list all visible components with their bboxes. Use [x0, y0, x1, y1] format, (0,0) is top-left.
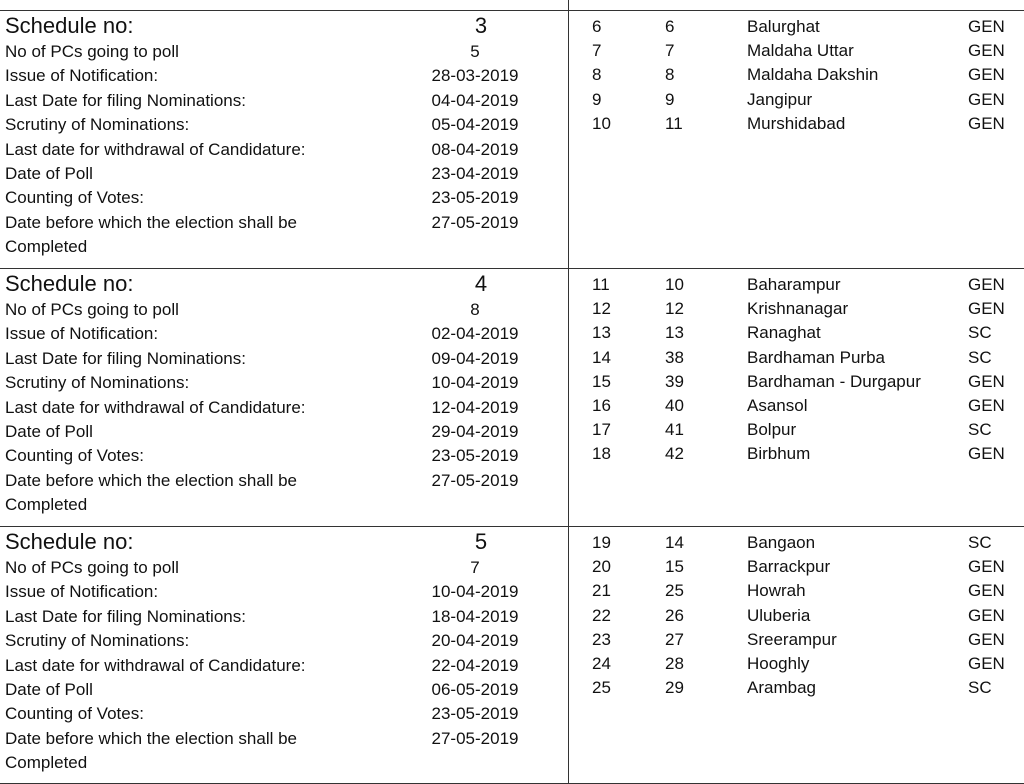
- constituency-row: [590, 88, 1020, 112]
- pc-category: SC: [968, 678, 992, 698]
- serial-number: 12: [592, 299, 611, 319]
- poll-row: [5, 678, 565, 702]
- pc-number: 26: [665, 605, 684, 625]
- pc-category: GEN: [968, 41, 1005, 61]
- poll-value: 29-04-2019: [431, 421, 519, 441]
- pc-name: Jangipur: [747, 89, 813, 109]
- completion-row: [5, 469, 565, 517]
- pcs-row: [5, 556, 565, 580]
- poll-value: 06-05-2019: [431, 679, 519, 699]
- pc-category: GEN: [968, 653, 1005, 673]
- pc-category: GEN: [968, 113, 1005, 133]
- pc-category: GEN: [968, 275, 1005, 294]
- poll-label: Date of Poll: [5, 679, 93, 699]
- counting-value: 23-05-2019: [431, 704, 519, 724]
- constituency-row: [590, 15, 1020, 39]
- completion-label: [5, 727, 365, 775]
- pc-name: Maldaha Dakshin: [747, 65, 879, 85]
- pc-number: 14: [665, 533, 684, 552]
- pc-number: 39: [665, 371, 684, 391]
- pc-number: 40: [665, 395, 684, 415]
- counting-row: [5, 186, 565, 210]
- pcs-row: [5, 40, 565, 64]
- pc-category: GEN: [968, 299, 1005, 319]
- counting-row: [5, 702, 565, 726]
- completion-row: [5, 727, 565, 775]
- completion-row: [5, 211, 565, 259]
- constituency-row: [590, 442, 1020, 466]
- withdrawal-label: Last date for withdrawal of Candidature:: [5, 655, 306, 675]
- pc-category: SC: [968, 347, 992, 367]
- pc-name: Balurghat: [747, 17, 820, 36]
- constituency-row: [590, 273, 1020, 297]
- pc-name: Howrah: [747, 581, 806, 601]
- serial-number: 13: [592, 323, 611, 343]
- pc-name: Baharampur: [747, 275, 841, 294]
- column-divider: [568, 0, 569, 784]
- completion-label: [5, 211, 365, 259]
- withdrawal-row: [5, 396, 565, 420]
- row-divider-schedule-4: [0, 268, 1024, 269]
- scrutiny-row: [5, 113, 565, 137]
- pc-number: 9: [665, 89, 675, 109]
- completion-label: [5, 469, 365, 517]
- pc-number: 13: [665, 323, 684, 343]
- row-divider-schedule-5: [0, 526, 1024, 527]
- pc-name: Krishnanagar: [747, 299, 849, 319]
- pc-category: GEN: [968, 444, 1005, 464]
- pc-number: 38: [665, 347, 684, 367]
- schedule-no-value: 5: [474, 529, 488, 554]
- pc-category: SC: [968, 323, 992, 343]
- pc-number: 27: [665, 629, 684, 649]
- scrutiny-label: Scrutiny of Nominations:: [5, 115, 190, 135]
- row-divider-top: [0, 10, 1024, 11]
- notification-label: Issue of Notification:: [5, 582, 159, 602]
- serial-number: 22: [592, 605, 611, 625]
- pc-category: GEN: [968, 629, 1005, 649]
- schedule-no-value: 3: [474, 13, 488, 38]
- pcs-value: 7: [470, 558, 480, 577]
- completion-value: 27-05-2019: [431, 470, 519, 490]
- withdrawal-value: 12-04-2019: [431, 397, 519, 417]
- serial-number: 24: [592, 653, 611, 673]
- schedule-details: [5, 270, 565, 517]
- filing-value: 18-04-2019: [431, 606, 519, 626]
- notification-value: 10-04-2019: [431, 582, 519, 602]
- constituency-list: [590, 273, 1020, 467]
- filing-label: Last Date for filing Nominations:: [5, 606, 246, 626]
- scrutiny-value: 05-04-2019: [431, 115, 519, 135]
- pcs-label: No of PCs going to poll: [5, 558, 179, 577]
- constituency-row: [590, 39, 1020, 63]
- counting-label: Counting of Votes:: [5, 188, 144, 208]
- constituency-list: [590, 15, 1020, 136]
- pc-name: Bardhaman - Durgapur: [747, 371, 921, 391]
- pc-number: 8: [665, 65, 675, 85]
- schedule-no-value: 4: [474, 271, 488, 296]
- serial-number: 7: [592, 41, 602, 61]
- constituency-row: [590, 418, 1020, 442]
- pc-number: 25: [665, 581, 684, 601]
- poll-label: Date of Poll: [5, 163, 93, 183]
- filing-value: 04-04-2019: [431, 90, 519, 110]
- completion-label-line2: Completed: [5, 236, 88, 256]
- pc-number: 7: [665, 41, 675, 61]
- pc-name: Sreerampur: [747, 629, 837, 649]
- pc-category: GEN: [968, 395, 1005, 415]
- pc-name: Bangaon: [747, 533, 816, 552]
- filing-label: Last Date for filing Nominations:: [5, 90, 246, 110]
- completion-label-line1: Date before which the election shall be: [5, 728, 298, 748]
- completion-value: 27-05-2019: [431, 728, 519, 748]
- serial-number: 17: [592, 420, 611, 440]
- serial-number: 19: [592, 533, 611, 552]
- pc-category: SC: [968, 420, 992, 440]
- constituency-row: [590, 652, 1020, 676]
- constituency-row: [590, 531, 1020, 555]
- serial-number: 9: [592, 89, 602, 109]
- pc-name: Hooghly: [747, 653, 810, 673]
- pc-number: 42: [665, 444, 684, 464]
- constituency-row: [590, 394, 1020, 418]
- constituency-row: [590, 112, 1020, 136]
- pcs-label: No of PCs going to poll: [5, 300, 179, 319]
- serial-number: 11: [592, 275, 610, 294]
- pc-number: 10: [665, 275, 684, 294]
- schedule-no-label: Schedule no:: [5, 529, 134, 554]
- counting-value: 23-05-2019: [431, 188, 519, 208]
- serial-number: 21: [592, 581, 611, 601]
- schedule-details: [5, 12, 565, 259]
- withdrawal-row: [5, 654, 565, 678]
- serial-number: 23: [592, 629, 611, 649]
- pc-name: Bolpur: [747, 420, 797, 440]
- schedule-number-row: [5, 528, 565, 556]
- scrutiny-row: [5, 371, 565, 395]
- poll-label: Date of Poll: [5, 421, 93, 441]
- poll-row: [5, 162, 565, 186]
- notification-value: 28-03-2019: [431, 66, 519, 86]
- pc-number: 29: [665, 678, 684, 698]
- pc-name: Uluberia: [747, 605, 811, 625]
- constituency-row: [590, 297, 1020, 321]
- notification-label: Issue of Notification:: [5, 66, 159, 86]
- withdrawal-value: 22-04-2019: [431, 655, 519, 675]
- pc-number: 28: [665, 653, 684, 673]
- completion-label-line1: Date before which the election shall be: [5, 212, 298, 232]
- pcs-row: [5, 298, 565, 322]
- filing-row: [5, 89, 565, 113]
- poll-row: [5, 420, 565, 444]
- withdrawal-row: [5, 138, 565, 162]
- pc-name: Maldaha Uttar: [747, 41, 854, 61]
- pc-name: Arambag: [747, 678, 816, 698]
- pc-number: 11: [665, 113, 683, 133]
- counting-row: [5, 444, 565, 468]
- withdrawal-label: Last date for withdrawal of Candidature:: [5, 139, 306, 159]
- constituency-row: [590, 579, 1020, 603]
- schedule-no-label: Schedule no:: [5, 13, 134, 38]
- pc-name: Barrackpur: [747, 557, 831, 577]
- constituency-row: [590, 676, 1020, 700]
- serial-number: 18: [592, 444, 611, 464]
- completion-label-line2: Completed: [5, 752, 88, 772]
- scrutiny-value: 10-04-2019: [431, 373, 519, 393]
- constituency-row: [590, 370, 1020, 394]
- constituency-row: [590, 321, 1020, 345]
- pc-category: GEN: [968, 89, 1005, 109]
- serial-number: 6: [592, 17, 602, 36]
- constituency-row: [590, 346, 1020, 370]
- constituency-row: [590, 628, 1020, 652]
- constituency-row: [590, 63, 1020, 87]
- pc-category: GEN: [968, 17, 1005, 36]
- pc-number: 41: [665, 420, 684, 440]
- completion-label-line2: Completed: [5, 494, 88, 514]
- completion-value: 27-05-2019: [431, 212, 519, 232]
- filing-row: [5, 605, 565, 629]
- pc-category: GEN: [968, 581, 1005, 601]
- notification-label: Issue of Notification:: [5, 324, 159, 344]
- serial-number: 8: [592, 65, 602, 85]
- schedule-number-row: [5, 270, 565, 298]
- filing-value: 09-04-2019: [431, 348, 519, 368]
- pc-name: Ranaghat: [747, 323, 821, 343]
- counting-label: Counting of Votes:: [5, 446, 144, 466]
- filing-label: Last Date for filing Nominations:: [5, 348, 246, 368]
- filing-row: [5, 347, 565, 371]
- constituency-row: [590, 604, 1020, 628]
- notification-row: [5, 64, 565, 88]
- serial-number: 14: [592, 347, 611, 367]
- counting-value: 23-05-2019: [431, 446, 519, 466]
- completion-label-line1: Date before which the election shall be: [5, 470, 298, 490]
- pc-category: GEN: [968, 605, 1005, 625]
- pc-name: Bardhaman Purba: [747, 347, 885, 367]
- serial-number: 16: [592, 395, 611, 415]
- pc-name: Asansol: [747, 395, 808, 415]
- constituency-row: [590, 555, 1020, 579]
- withdrawal-label: Last date for withdrawal of Candidature:: [5, 397, 306, 417]
- scrutiny-label: Scrutiny of Nominations:: [5, 373, 190, 393]
- pc-name: Birbhum: [747, 444, 811, 464]
- scrutiny-label: Scrutiny of Nominations:: [5, 631, 190, 651]
- pcs-value: 5: [470, 42, 480, 61]
- notification-row: [5, 322, 565, 346]
- counting-label: Counting of Votes:: [5, 704, 144, 724]
- pcs-label: No of PCs going to poll: [5, 42, 179, 61]
- pc-category: GEN: [968, 371, 1005, 391]
- pc-number: 12: [665, 299, 684, 319]
- pc-category: GEN: [968, 65, 1005, 85]
- serial-number: 10: [592, 113, 611, 133]
- serial-number: 25: [592, 678, 611, 698]
- pc-number: 15: [665, 557, 684, 577]
- pc-category: SC: [968, 533, 992, 552]
- schedule-number-row: [5, 12, 565, 40]
- schedule-details: [5, 528, 565, 775]
- scrutiny-row: [5, 629, 565, 653]
- pc-name: Murshidabad: [747, 113, 846, 133]
- pc-number: 6: [665, 17, 675, 36]
- pcs-value: 8: [470, 300, 480, 319]
- constituency-list: [590, 531, 1020, 700]
- scrutiny-value: 20-04-2019: [431, 631, 519, 651]
- poll-value: 23-04-2019: [431, 163, 519, 183]
- notification-row: [5, 580, 565, 604]
- serial-number: 15: [592, 371, 611, 391]
- withdrawal-value: 08-04-2019: [431, 139, 519, 159]
- schedule-no-label: Schedule no:: [5, 271, 134, 296]
- pc-category: GEN: [968, 557, 1005, 577]
- serial-number: 20: [592, 557, 611, 577]
- notification-value: 02-04-2019: [431, 324, 519, 344]
